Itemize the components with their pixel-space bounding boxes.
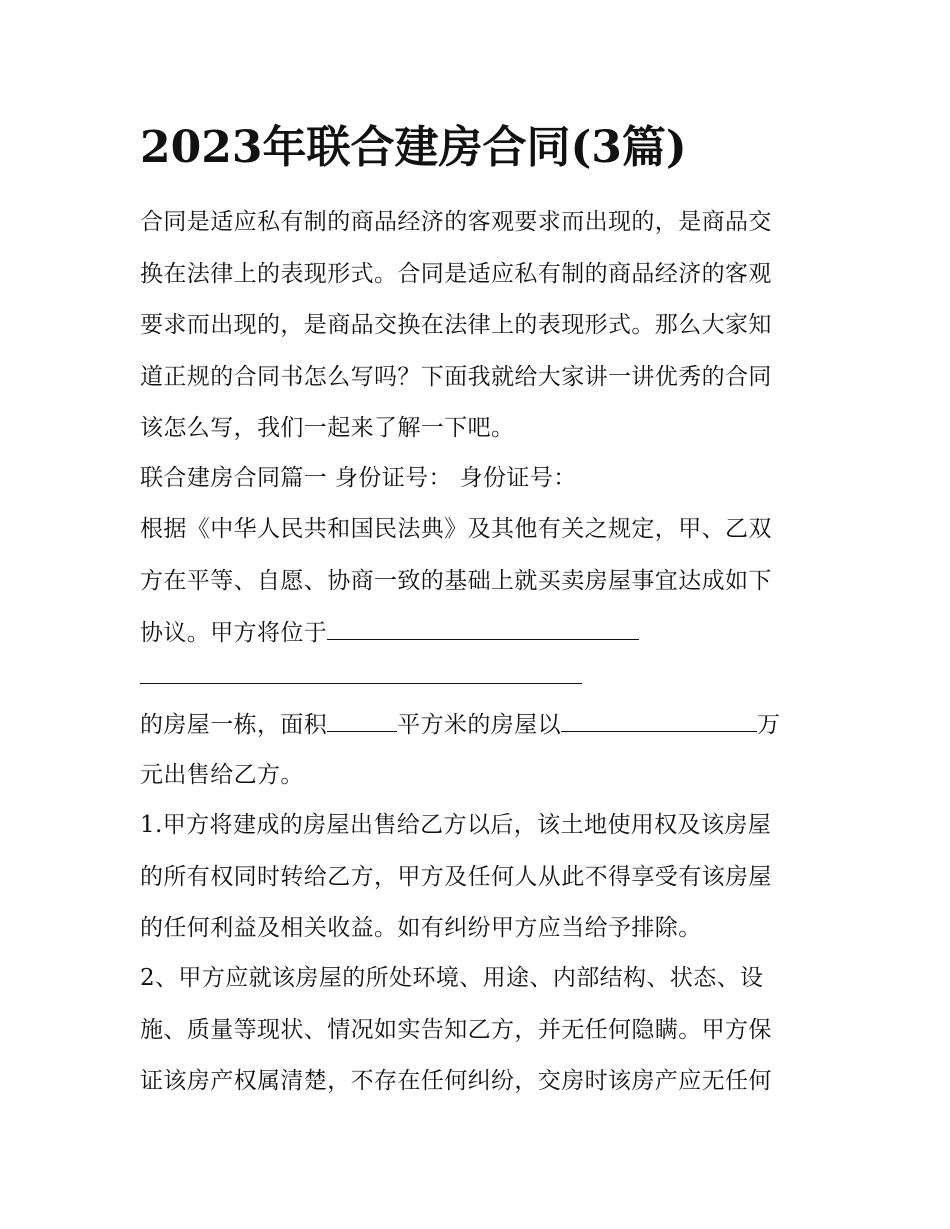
fill-in-blank-area [327, 709, 397, 732]
item-line: 1.甲方将建成的房屋出售给乙方以后，该土地使用权及该房屋 [140, 812, 772, 838]
para-text: 的房屋一栋，面积 [140, 712, 328, 738]
intro-line: 该怎么写，我们一起来了解一下吧。 [140, 415, 515, 441]
item-line: 施、质量等现状、情况如实告知乙方，并无任何隐瞒。甲方保 [140, 1017, 772, 1043]
section-heading: 联合建房合同篇一 身份证号： 身份证号： [140, 465, 577, 491]
para-text: 万 [757, 712, 781, 738]
document-title: 2023年联合建房合同(3篇) [140, 122, 687, 173]
fill-in-blank-location-continued [140, 683, 582, 684]
para-line-with-blanks [140, 709, 780, 740]
fill-in-blank-location [327, 617, 639, 640]
item-line: 的所有权同时转给乙方，甲方及任何人从此不得享受有该房屋 [140, 864, 772, 890]
para-line: 根据《中华人民共和国民法典》及其他有关之规定，甲、乙双 [140, 516, 772, 542]
fill-in-blank-price [561, 709, 757, 732]
para-line: 元出售给乙方。 [140, 762, 304, 788]
para-line: 方在平等、自愿、协商一致的基础上就买卖房屋事宜达成如下 [140, 568, 772, 594]
intro-line: 合同是适应私有制的商品经济的客观要求而出现的，是商品交 [140, 209, 772, 235]
item-line: 证该房产权属清楚，不存在任何纠纷，交房时该房产应无任何 [140, 1068, 772, 1094]
para-text: 协议。甲方将位于 [140, 620, 328, 646]
item-line: 2、甲方应就该房屋的所处环境、用途、内部结构、状态、设 [140, 965, 764, 991]
intro-line: 换在法律上的表现形式。合同是适应私有制的商品经济的客观 [140, 261, 772, 287]
intro-line: 道正规的合同书怎么写吗？下面我就给大家讲一讲优秀的合同 [140, 364, 772, 390]
item-line: 的任何利益及相关收益。如有纠纷甲方应当给予排除。 [140, 915, 702, 941]
para-line-with-blank [140, 617, 639, 648]
para-text: 平方米的房屋以 [397, 712, 562, 738]
intro-line: 要求而出现的，是商品交换在法律上的表现形式。那么大家知 [140, 312, 772, 338]
